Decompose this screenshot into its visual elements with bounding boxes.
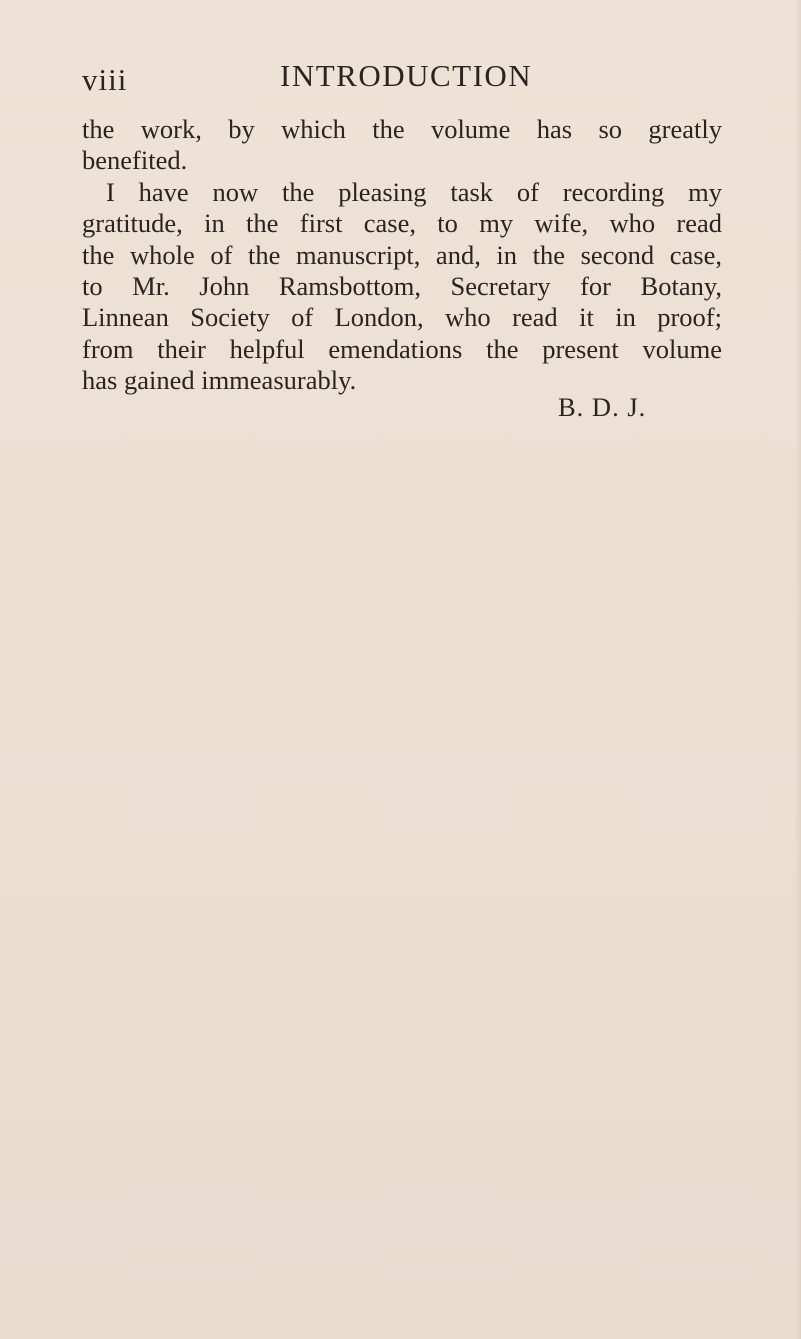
running-head-title: INTRODUCTION xyxy=(280,58,533,93)
text-line: to Mr. John Ramsbottom, Secretary for Botany, xyxy=(82,271,722,302)
text-line: has gained immeasurably. xyxy=(82,365,357,396)
text-line: Linnean Society of London, who read it in proof; xyxy=(82,302,722,333)
author-initials: B. D. J. xyxy=(558,392,647,422)
body-text xyxy=(82,114,722,397)
running-head xyxy=(82,58,722,102)
text-line: the whole of the manuscript, and, in the second case, xyxy=(82,239,722,270)
text-line: from their helpful emendations the present volume xyxy=(82,333,722,364)
text-line: the work, by which the volume has so greatly xyxy=(82,114,722,144)
page-number: viii xyxy=(82,62,128,97)
text-line: benefited. xyxy=(82,145,188,176)
page-edge-shadow xyxy=(795,0,801,1339)
text-line: I have now the pleasing task of recording my xyxy=(106,176,722,207)
text-line: gratitude, in the first case, to my wife, who read xyxy=(82,208,722,239)
